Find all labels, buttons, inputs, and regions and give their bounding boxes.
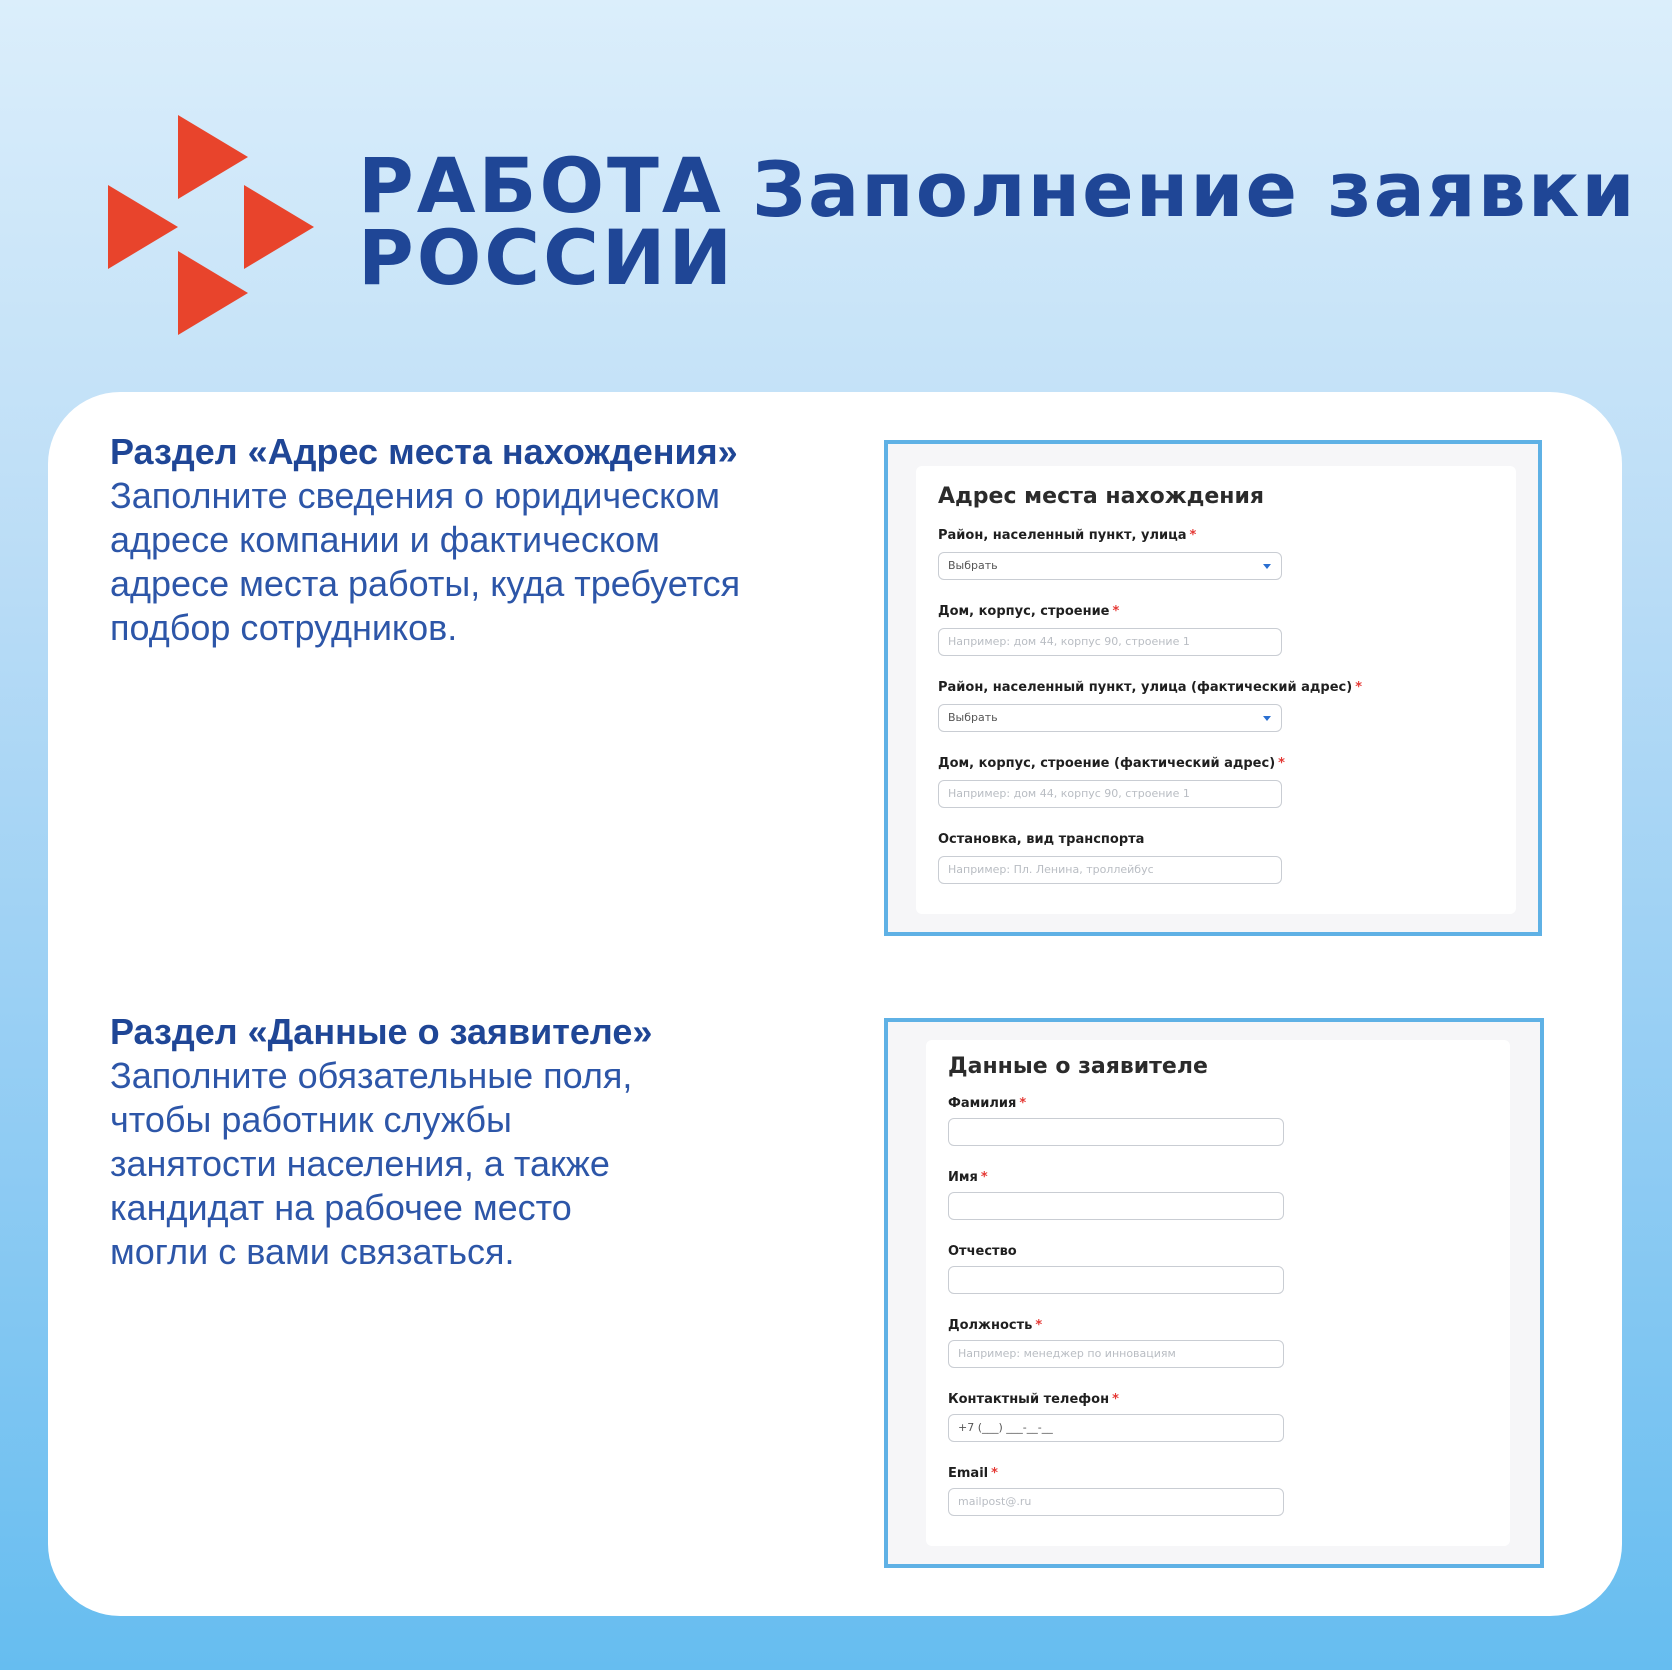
section-applicant-body-line: занятости населения, а также xyxy=(110,1143,610,1184)
section-address-body-line: адресе компании и фактическом xyxy=(110,519,660,560)
section-applicant-heading: Раздел «Данные о заявителе» xyxy=(110,1011,653,1052)
field-label-name: Имя * xyxy=(948,1170,988,1185)
section-address-body-line: адресе места работы, куда требуется xyxy=(110,563,741,604)
field-label-patronymic: Отчество xyxy=(948,1244,1017,1259)
applicant-form-panel xyxy=(926,1040,1510,1546)
field-label-district: Район, населенный пункт, улица * xyxy=(938,528,1197,543)
field-label-house: Дом, корпус, строение * xyxy=(938,604,1120,619)
address-form-screenshot xyxy=(884,440,1542,936)
section-applicant-body-line: могли с вами связаться. xyxy=(110,1231,515,1272)
field-label-surname: Фамилия * xyxy=(948,1096,1027,1111)
field-label-position: Должность * xyxy=(948,1318,1043,1333)
section-address-body-line: Заполните сведения о юридическом xyxy=(110,475,721,516)
patronymic-input[interactable] xyxy=(948,1266,1284,1294)
page-title: Заполнение заявки xyxy=(752,145,1637,234)
district-select[interactable]: Выбрать xyxy=(938,552,1282,580)
position-input[interactable]: Например: менеджер по инновациям xyxy=(948,1340,1284,1368)
name-input[interactable] xyxy=(948,1192,1284,1220)
house-input[interactable]: Например: дом 44, корпус 90, строение 1 xyxy=(938,628,1282,656)
field-label-email: Email * xyxy=(948,1466,998,1481)
logo-triangle-bottom xyxy=(178,251,248,335)
brand-name xyxy=(358,141,736,302)
email-input[interactable]: mailpost@.ru xyxy=(948,1488,1284,1516)
logo-triangle-left xyxy=(108,185,178,269)
rabota-rossii-logo xyxy=(108,115,318,335)
brand-line-2: РОССИИ xyxy=(358,213,736,302)
section-applicant-body-line: чтобы работник службы xyxy=(110,1099,512,1140)
field-label-transport: Остановка, вид транспорта xyxy=(938,832,1145,847)
field-label-actual-house: Дом, корпус, строение (фактический адрес) * xyxy=(938,756,1285,771)
applicant-form-screenshot xyxy=(884,1018,1544,1568)
field-label-actual-district: Район, населенный пункт, улица (фактический адрес) * xyxy=(938,680,1363,695)
logo-triangle-right xyxy=(244,185,314,269)
surname-input[interactable] xyxy=(948,1118,1284,1146)
transport-input[interactable]: Например: Пл. Ленина, троллейбус xyxy=(938,856,1282,884)
logo-triangle-top xyxy=(178,115,248,199)
chevron-down-icon xyxy=(1263,564,1271,569)
address-form-panel xyxy=(916,466,1516,914)
section-applicant-body-line: кандидат на рабочее место xyxy=(110,1187,572,1228)
applicant-form-title: Данные о заявителе xyxy=(948,1054,1208,1079)
chevron-down-icon xyxy=(1263,716,1271,721)
section-address-heading: Раздел «Адрес места нахождения» xyxy=(110,431,738,472)
actual-house-input[interactable]: Например: дом 44, корпус 90, строение 1 xyxy=(938,780,1282,808)
section-applicant-description xyxy=(110,1010,830,1274)
actual-district-select[interactable]: Выбрать xyxy=(938,704,1282,732)
section-address-body-line: подбор сотрудников. xyxy=(110,607,458,648)
section-address-description xyxy=(110,430,830,650)
phone-input[interactable]: +7 (___) ___-__-__ xyxy=(948,1414,1284,1442)
address-form-title: Адрес места нахождения xyxy=(938,484,1265,509)
field-label-phone: Контактный телефон * xyxy=(948,1392,1119,1407)
section-applicant-body-line: Заполните обязательные поля, xyxy=(110,1055,633,1096)
brand-line-1: РАБОТА xyxy=(358,141,724,230)
